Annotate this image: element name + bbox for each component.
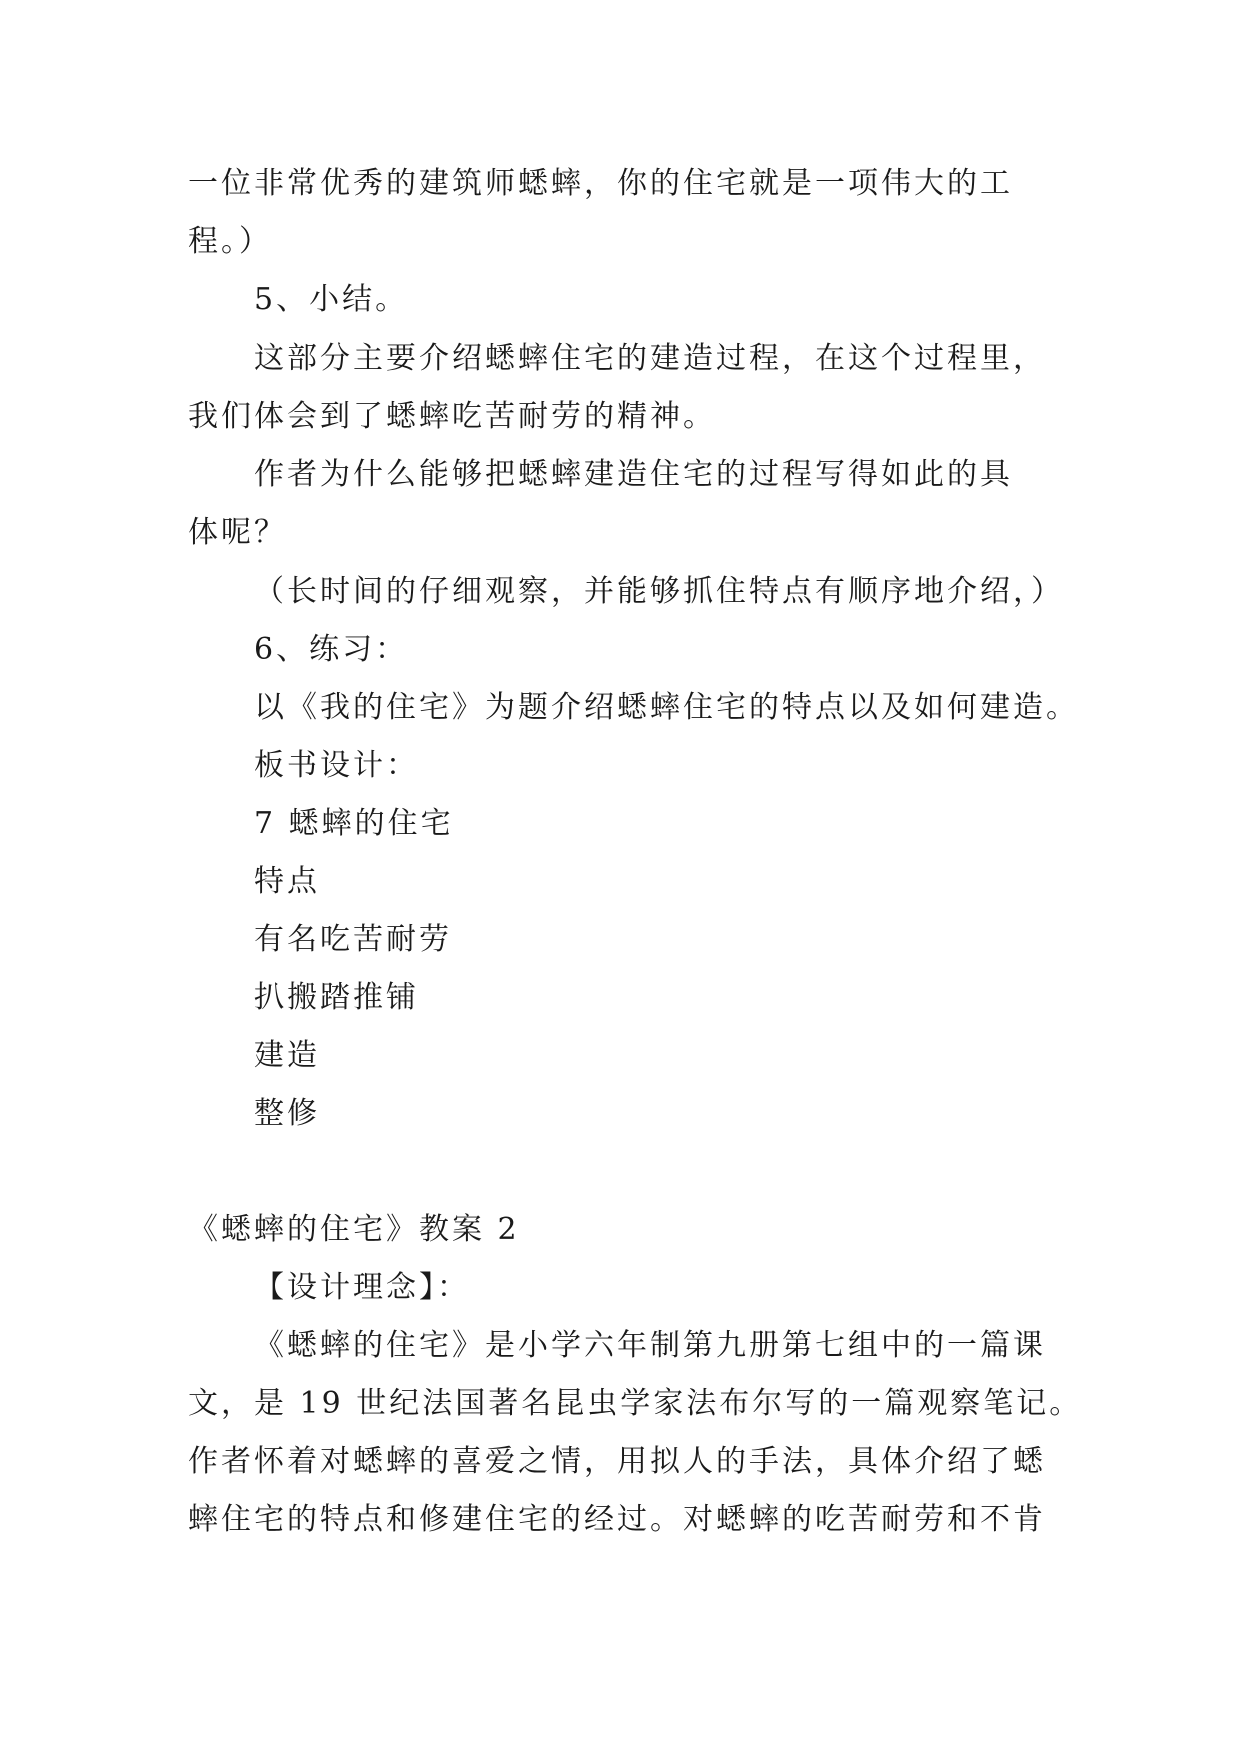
text-line: 这部分主要介绍蟋蟀住宅的建造过程，在这个过程里，	[254, 341, 1046, 376]
text-line: 作者怀着对蟋蟀的喜爱之情，用拟人的手法，具体介绍了蟋	[188, 1444, 1046, 1479]
text-line: 有名吃苦耐劳	[254, 922, 452, 957]
subheading: 【设计理念】：	[254, 1270, 470, 1305]
text-line: 板书设计：	[254, 748, 419, 783]
text-line: 5、小结。	[254, 282, 409, 317]
section-heading: 《蟋蟀的住宅》教案 2	[188, 1212, 520, 1247]
text-line: 程。）	[188, 224, 272, 259]
text-line: 一位非常优秀的建筑师蟋蟀，你的住宅就是一项伟大的工	[188, 166, 1013, 201]
text-line: 我们体会到了蟋蟀吃苦耐劳的精神。	[188, 399, 716, 434]
text-line: 以《我的住宅》为题介绍蟋蟀住宅的特点以及如何建造。	[254, 690, 1079, 725]
text-line: 文，是 19 世纪法国著名昆虫学家法布尔写的一篇观察笔记。	[188, 1386, 1083, 1421]
text-line: 作者为什么能够把蟋蟀建造住宅的过程写得如此的具	[254, 457, 1013, 492]
text-line: 整修	[254, 1096, 320, 1131]
text-line: 特点	[254, 864, 320, 899]
text-line: 体呢？	[188, 515, 287, 550]
text-line: 扒搬踏推铺	[254, 980, 419, 1015]
text-line: （长时间的仔细观察，并能够抓住特点有顺序地介绍，）	[254, 574, 1064, 609]
text-line: 7 蟋蟀的住宅	[254, 806, 454, 841]
text-line: 《蟋蟀的住宅》是小学六年制第九册第七组中的一篇课	[254, 1328, 1046, 1363]
text-line: 蟀住宅的特点和修建住宅的经过。对蟋蟀的吃苦耐劳和不肯	[188, 1502, 1046, 1537]
text-line: 建造	[254, 1038, 320, 1073]
text-line: 6、练习：	[254, 632, 409, 667]
